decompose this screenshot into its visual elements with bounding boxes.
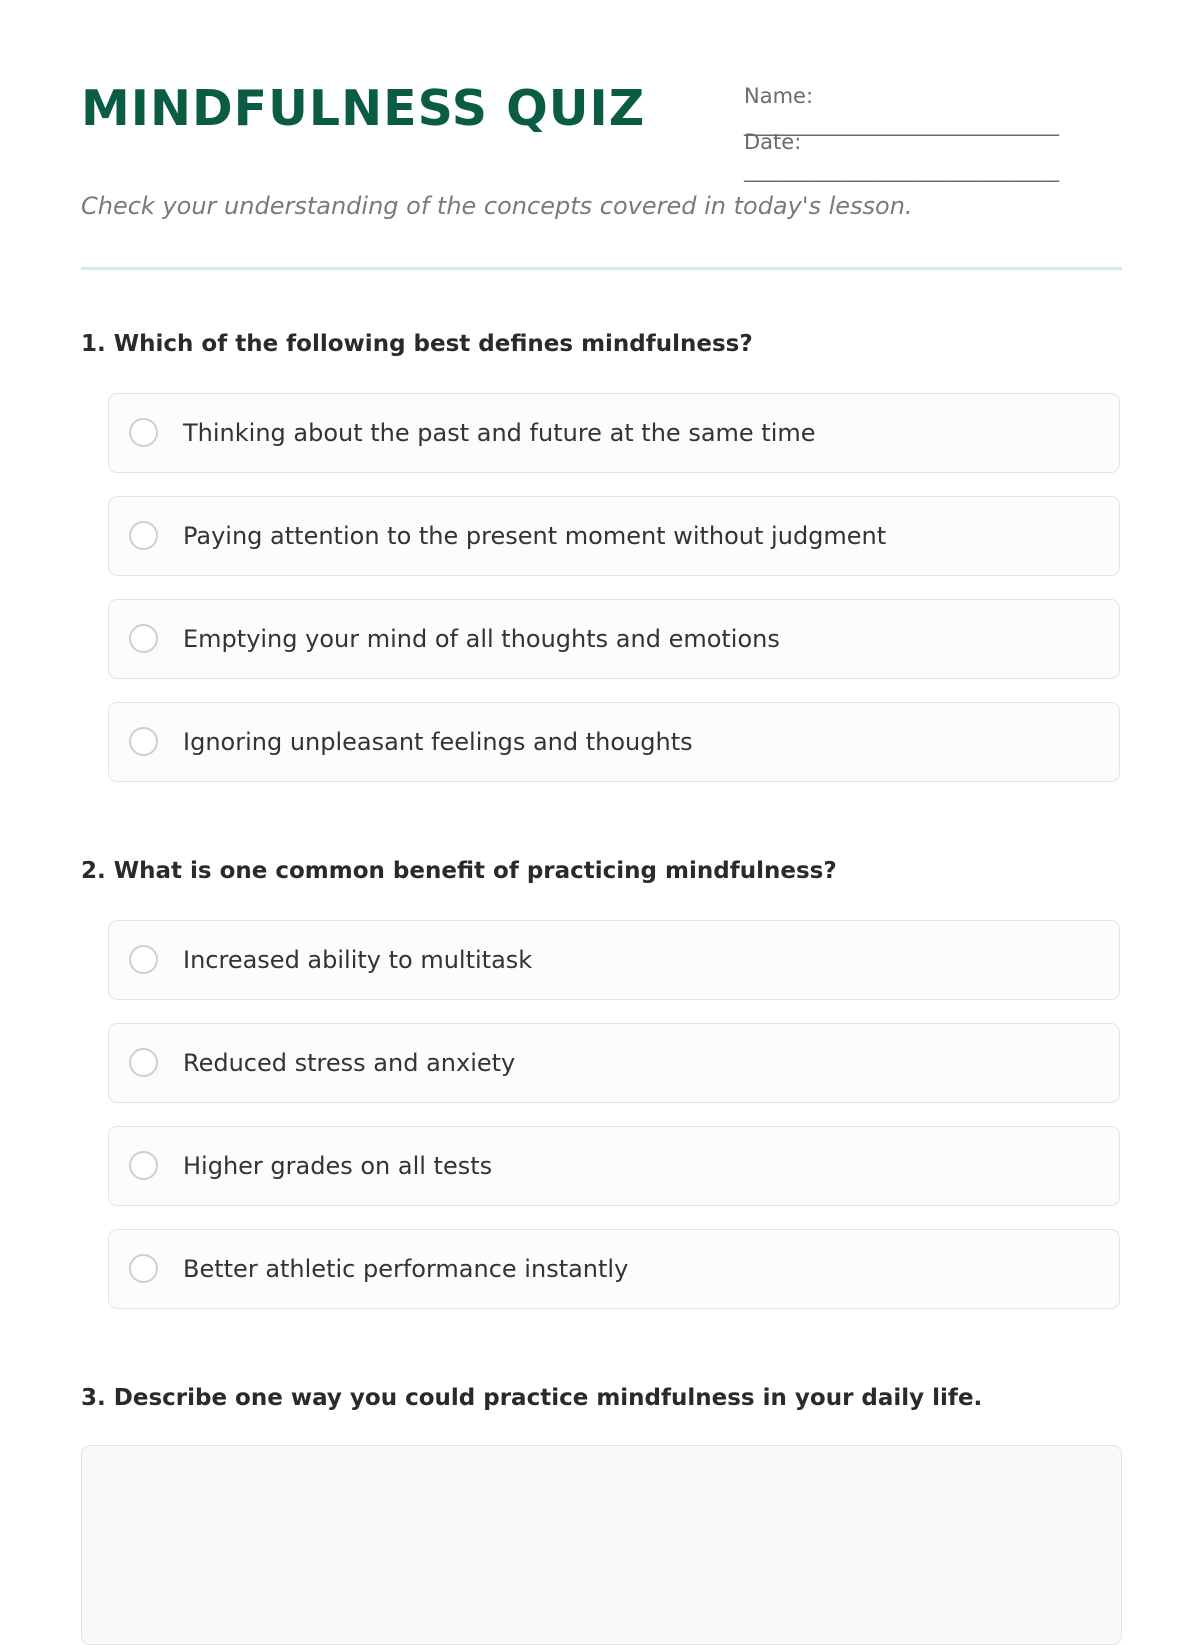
header-divider bbox=[81, 267, 1122, 270]
option-label: Ignoring unpleasant feelings and thoughts bbox=[183, 728, 693, 756]
radio-button-icon[interactable] bbox=[129, 945, 158, 974]
name-line[interactable]: ______________________________ bbox=[744, 112, 1059, 136]
radio-button-icon[interactable] bbox=[129, 418, 158, 447]
option-label: Better athletic performance instantly bbox=[183, 1255, 629, 1283]
option-label: Increased ability to multitask bbox=[183, 946, 533, 974]
question-1-option-d[interactable] bbox=[108, 702, 1120, 782]
date-line[interactable]: ______________________________ bbox=[744, 158, 1059, 182]
question-1-option-c[interactable] bbox=[108, 599, 1120, 679]
question-2: 2. What is one common benefit of practicing mindfulness? bbox=[81, 858, 837, 884]
option-label: Emptying your mind of all thoughts and emotions bbox=[183, 625, 780, 653]
question-1: 1. Which of the following best defines mindfulness? bbox=[81, 331, 753, 357]
option-label: Reduced stress and anxiety bbox=[183, 1049, 516, 1077]
question-2-option-a[interactable] bbox=[108, 920, 1120, 1000]
name-label: Name: bbox=[744, 84, 814, 108]
option-label: Paying attention to the present moment without judgment bbox=[183, 522, 887, 550]
question-2-option-d[interactable] bbox=[108, 1229, 1120, 1309]
answer-textarea[interactable] bbox=[81, 1445, 1122, 1645]
radio-button-icon[interactable] bbox=[129, 1151, 158, 1180]
radio-button-icon[interactable] bbox=[129, 624, 158, 653]
page-subtitle: Check your understanding of the concepts covered in today's lesson. bbox=[81, 192, 913, 220]
question-2-option-b[interactable] bbox=[108, 1023, 1120, 1103]
date-field[interactable] bbox=[744, 128, 1122, 184]
radio-button-icon[interactable] bbox=[129, 727, 158, 756]
option-label: Thinking about the past and future at the same time bbox=[183, 419, 816, 447]
date-label: Date: bbox=[744, 130, 802, 154]
page-title: MINDFULNESS QUIZ bbox=[81, 80, 646, 137]
radio-button-icon[interactable] bbox=[129, 1254, 158, 1283]
option-label: Higher grades on all tests bbox=[183, 1152, 493, 1180]
question-3: 3. Describe one way you could practice mindfulness in your daily life. bbox=[81, 1385, 983, 1411]
question-2-option-c[interactable] bbox=[108, 1126, 1120, 1206]
radio-button-icon[interactable] bbox=[129, 521, 158, 550]
radio-button-icon[interactable] bbox=[129, 1048, 158, 1077]
question-1-option-b[interactable] bbox=[108, 496, 1120, 576]
question-1-option-a[interactable] bbox=[108, 393, 1120, 473]
